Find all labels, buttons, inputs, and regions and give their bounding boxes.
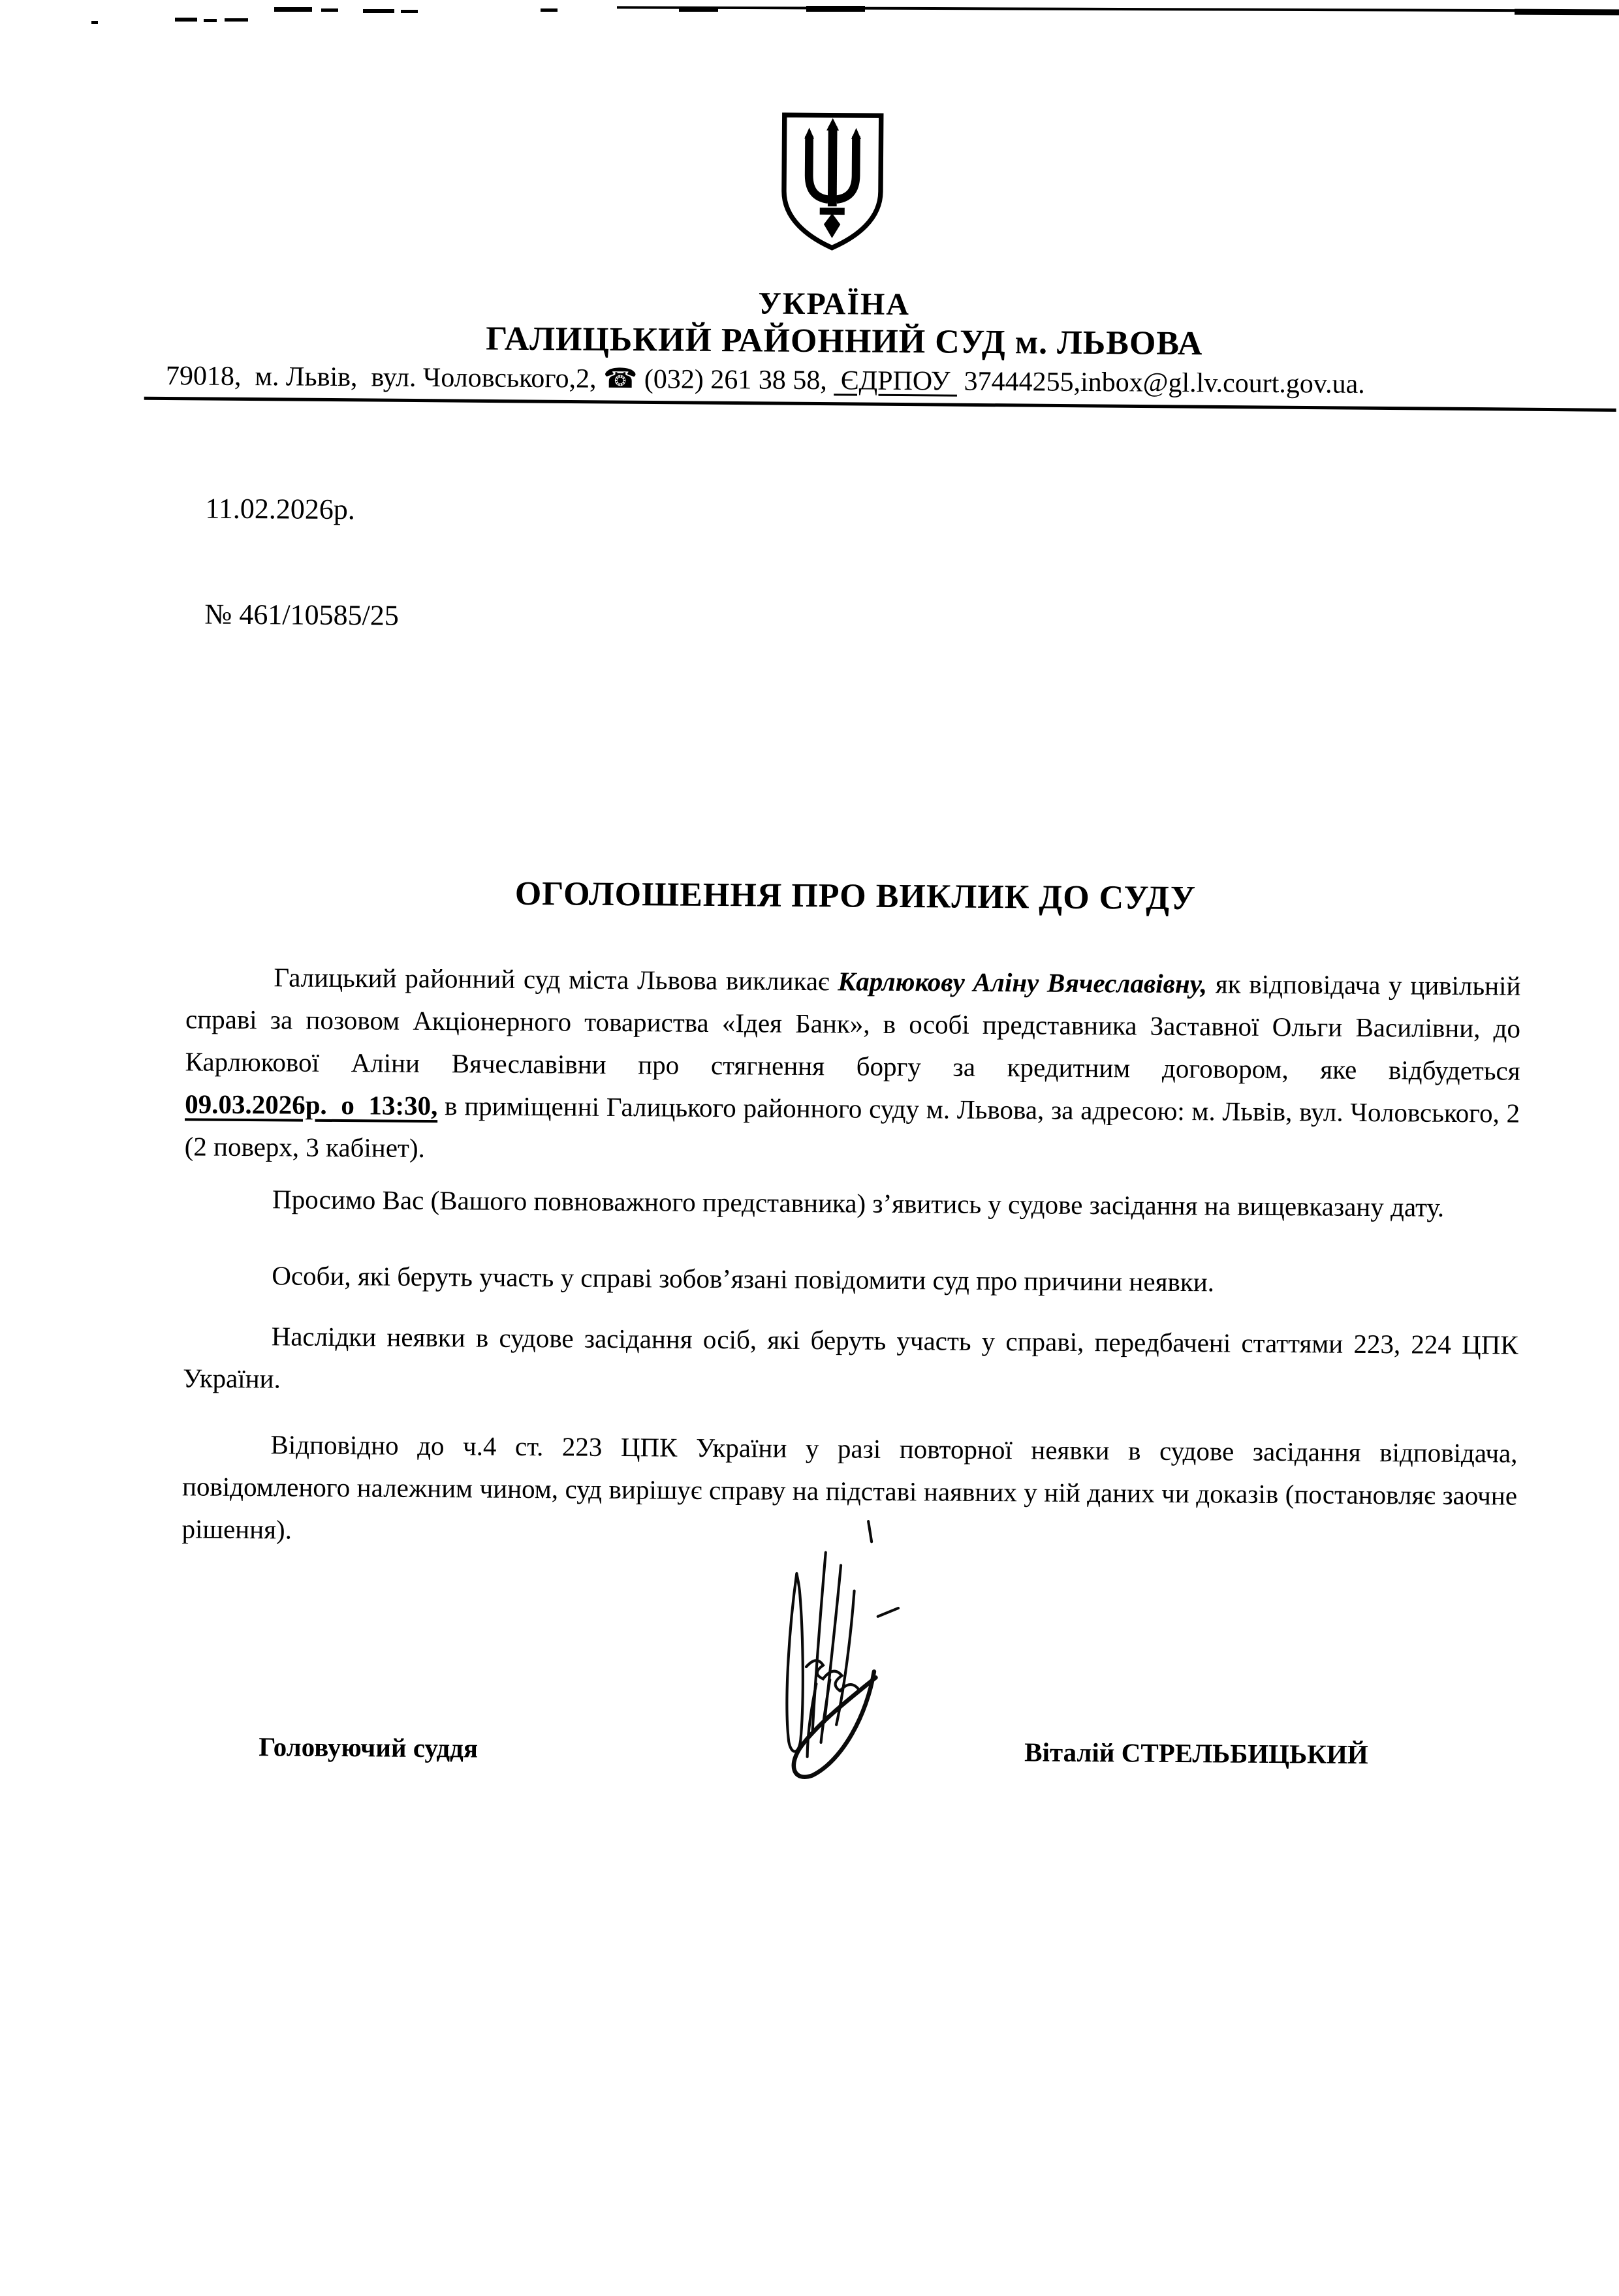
paragraph-request: Просимо Вас (Вашого повноважного представника) з’явитись у судове засідання на вищевказану дату. — [272, 1184, 1445, 1222]
document-body — [181, 955, 1520, 1559]
country-name: УКРАЇНА — [758, 286, 911, 322]
judge-role-label: Головуючий суддя — [259, 1731, 479, 1763]
paragraph-default-judgment: Відповідно до ч.4 ст. 223 ЦПК України у разі повторної неявки в судове засідання відповідача, повідомленого належним чином, суд вирішує справу на підставі наявних у ній даних чи доказів (постановляє заочне рішення). — [181, 1429, 1518, 1545]
judge-name: Віталій СТРЕЛЬБИЦЬКИЙ — [1024, 1737, 1368, 1770]
paragraph-summons — [184, 955, 1520, 1177]
court-email: inbox@gl.lv.court.gov.ua. — [1080, 367, 1365, 399]
phone-icon: ☎ — [603, 364, 638, 395]
document-date: 11.02.2026р. — [205, 492, 356, 526]
court-address-line — [166, 360, 1616, 403]
reference-block — [204, 421, 1616, 713]
summons-post: в приміщенні Галицького районного суду м. Львова, за адресою: м. Львів, вул. Чоловського, 2 (2 поверх, 3 кабінет). — [184, 1091, 1520, 1163]
court-name: ГАЛИЦЬКИЙ РАЙОННИЙ СУД м. ЛЬВОВА — [486, 320, 1203, 363]
case-number: № 461/10585/25 — [204, 598, 400, 632]
ukraine-trident-icon — [776, 110, 888, 255]
handwritten-signature-icon — [724, 1513, 930, 1786]
address-street: 79018, м. Львів, вул. Чоловського,2, — [165, 361, 604, 394]
paragraph-obligation: Особи, які беруть участь у справі зобов’язані повідомити суд про причини неявки. — [272, 1260, 1215, 1297]
defendant-name: Карлюкову Аліну Вячеславівну, — [838, 966, 1208, 999]
edrpou-value: 37444255, — [956, 366, 1081, 397]
summons-pre: Галицький районний суд міста Львова викликає — [274, 962, 838, 997]
summons-mid: як відповідача у цивільній справі за позовом Акціонерного товариства «Ідея Банк», в особі представника Заставної Ольги Василівни, до Карлюкової Аліни Вячеславівни про стягнення боргу за кредитним договором, яке відбудеться — [185, 969, 1521, 1086]
address-phone: (032) 261 38 58, — [637, 364, 834, 396]
paragraph-consequences: Наслідки неявки в судове засідання осіб, які беруть участь у справі, передбачені статтями 223, 224 ЦПК України. — [183, 1321, 1518, 1394]
document-title: ОГОЛОШЕННЯ ПРО ВИКЛИК ДО СУДУ — [514, 875, 1197, 918]
edrpou-label: ЄДРПОУ — [834, 365, 958, 397]
hearing-datetime: 09.03.2026р. о 13:30, — [185, 1089, 438, 1121]
